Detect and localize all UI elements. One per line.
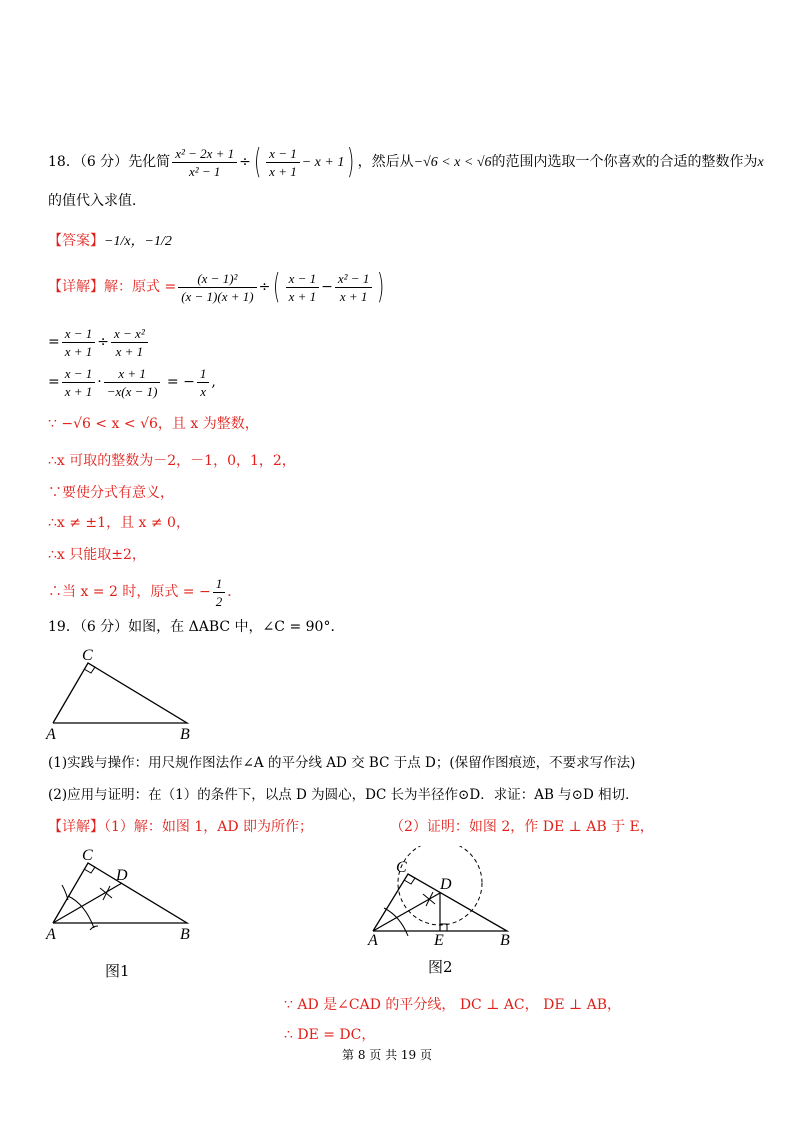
q19-proof-line2: ∴ DE = DC， — [284, 1027, 376, 1043]
q18-line6: ∵要使分式有意义， — [48, 485, 174, 501]
answer-tag: 【答案】 — [48, 233, 104, 249]
label-C: C — [82, 647, 93, 664]
step1-fraction-a: $\frac{x - 1}{x + 1}$ — [286, 270, 320, 305]
detail-tag: 【详解】 — [48, 279, 104, 295]
fig1-label-A: A — [46, 926, 56, 943]
fig2-label-B: B — [500, 932, 510, 946]
figure-2-caption: 图2 — [428, 958, 453, 976]
q18-fraction-1: $\frac{\text{x² − 2x + 1}}{\text{x² − 1}}$ — [172, 145, 237, 180]
q18-text2: ，然后从 — [357, 154, 414, 170]
q18-detail-line: 【详解】解：原式 = $\frac{\text{(x − 1)²}}{(x - 1)(x + 1)}$ ÷( $\frac{x - 1}{x + 1}$ − $\frac{\text{x² − 1}}{x + 1}$ ) — [48, 267, 385, 307]
step1-fraction-b: $\frac{\text{x² − 1}}{x + 1}$ — [335, 270, 372, 305]
q18-divide: ÷ — [239, 154, 251, 170]
q19-detail1-text: （1）解：如图 1，AD 即为所作； — [104, 819, 314, 835]
q18-line9 — [48, 572, 241, 612]
q19-proof-line1: ∵ AD 是∠CAD 的平分线， DC ⊥ AC， DE ⊥ AB， — [284, 997, 622, 1013]
q19-header: 19．（6 分）如图，在 ΔABC 中，∠C = 90°． — [48, 619, 345, 635]
q18-line8: ∴x 只能取±2， — [48, 547, 146, 563]
q18-line7: ∴x ≠ ±1，且 x ≠ 0， — [48, 515, 190, 531]
figure-1-caption: 图1 — [105, 962, 130, 980]
label-A: A — [46, 726, 56, 743]
q18-tail: − x + 1 — [301, 155, 345, 170]
q18-number: 18． — [48, 154, 80, 170]
detail-intro: 解：原式 = — [104, 279, 177, 295]
q18-score: （6 分） — [79, 154, 129, 170]
q19-detail1 — [48, 816, 313, 838]
q18-line5: ∴x 可取的整数为－2，－1，0，1，2， — [48, 453, 296, 469]
fig1-label-D: D — [116, 867, 128, 884]
figure-1 — [40, 844, 210, 944]
step1-fraction: $\frac{\text{(x − 1)²}}{(x - 1)(x + 1)}$ — [178, 270, 256, 305]
step3-fraction-a: $\frac{x - 1}{x + 1}$ — [62, 365, 96, 400]
step3-result: $\frac{1}{x}$ — [197, 365, 210, 400]
q19-main-triangle — [40, 644, 210, 744]
q18-step2: = $\frac{x - 1}{x + 1}$ ÷ $\frac{\text{x − x²}}{x + 1}$ — [48, 322, 150, 362]
step2-fraction-b: $\frac{\text{x − x²}}{x + 1}$ — [111, 325, 148, 360]
q18-problem-line — [48, 142, 764, 182]
q19-detail-tag: 【详解】 — [48, 819, 104, 835]
page-footer: 第 8 页 共 19 页 — [342, 1048, 432, 1062]
q18-text1: 先化简 — [128, 154, 171, 170]
answer-value: −1/x，−1/2 — [104, 234, 172, 249]
fig2-label-D: D — [440, 876, 452, 893]
label-B: B — [180, 726, 190, 743]
q18-range: −√6 < x < √6 — [413, 155, 492, 170]
right-paren: ) — [347, 142, 355, 182]
fig2-label-E: E — [434, 932, 444, 946]
step3-fraction-b: $\frac{x + 1}{-x(x - 1)}$ — [104, 365, 161, 400]
q18-line9-end: ． — [227, 584, 242, 600]
fig2-label-A: A — [368, 932, 378, 946]
q19-part1: (1)实践与操作：用尺规作图法作∠A 的平分线 AD 交 BC 于点 D；(保留作图痕迹，不要求写作法) — [48, 755, 636, 771]
left-paren: ( — [253, 142, 262, 182]
fig1-label-B: B — [180, 926, 190, 943]
q18-problem-line2: 的值代入求值． — [48, 193, 146, 209]
fig2-label-C: C — [396, 859, 407, 876]
q19-part2: (2)应用与证明：在（1）的条件下，以点 D 为圆心，DC 长为半径作⊙D．求证：AB 与⊙D 相切． — [48, 787, 639, 803]
q18-line4: ∵ −√6 < x < √6，且 x 为整数， — [48, 416, 259, 432]
q18-text3: 的范围内选取一个你喜欢的合适的整数作为 — [491, 154, 758, 170]
q18-answer-line — [48, 222, 172, 260]
q18-step3: = $\frac{x - 1}{x + 1}$ · $\frac{x + 1}{-x(x - 1)}$ = − $\frac{1}{x}$ , — [48, 365, 216, 399]
q19-detail2: （2）证明：如图 2，作 DE ⊥ AB 于 E， — [390, 819, 654, 835]
q18-fraction-2: $\frac{x - 1}{x + 1}$ — [266, 145, 300, 180]
q18-line9-fraction: $\frac{1}{2}$ — [213, 575, 226, 610]
fig1-label-C: C — [82, 847, 93, 864]
figure-2 — [360, 846, 530, 946]
step2-fraction-a: $\frac{x - 1}{x + 1}$ — [62, 325, 96, 360]
q18-line9-text: ∴当 x = 2 时，原式 = − — [48, 584, 211, 600]
q18-var-x: x — [757, 155, 764, 170]
